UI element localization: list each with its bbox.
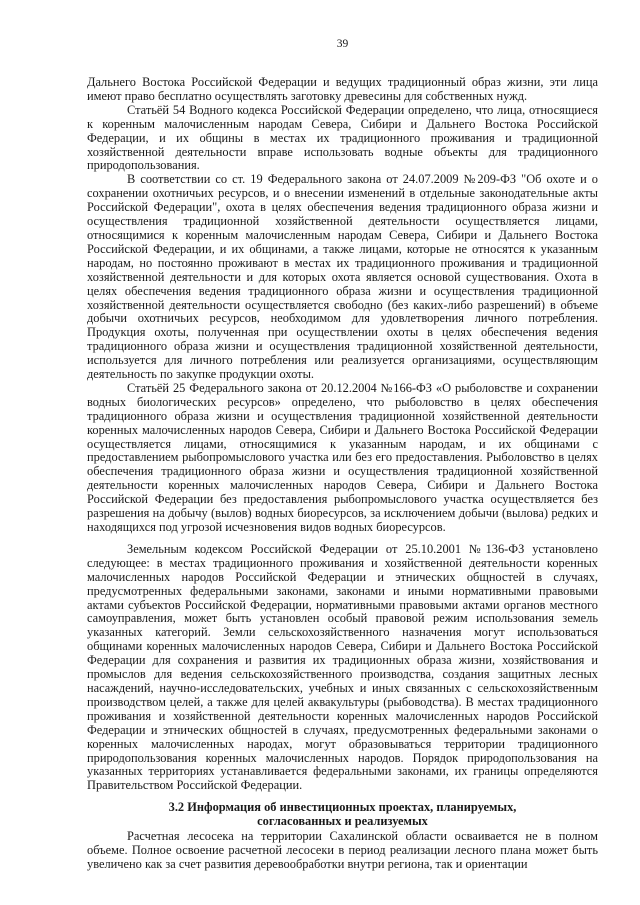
section-heading-line-2: согласованных и реализуемых [257,814,428,829]
paragraph-intro-continuation: Дальнего Востока Российской Федерации и ведущих традиционный образ жизни, эти лица имеют право бесплатно осуществлять заготовку древесины для собственных нужд. [87,75,598,103]
paragraph-hunting-law: В соответствии со ст. 19 Федерального закона от 24.07.2009 №209-ФЗ "Об охоте и о сохранении охотничьих ресурсов, и о внесении изменений в отдельные законодательные акты Российской Федерации", охота в целях обеспечения ведения традиционного образа жизни и осуществления традиционной хозяйственной деятельности осуществляется лицами, относящимися к коренным малочисленным народам Севера, Сибири и Дальнего Востока Российской Федерации, и их общинами, а также лицами, которые не относятся к указанным народам, но постоянно проживают в местах их традиционного проживания и традиционной хозяйственной деятельности и для которых охота является основой существования. Охота в целях обеспечения ведения традиционного образа жизни и осуществления традиционной хозяйственной деятельности осуществляется свободно (без каких-либо разрешений) в объеме добычи охотничьих ресурсов, необходимом для удовлетворения личного потребления. Продукция охоты, полученная при осуществлении охоты в целях обеспечения ведения традиционного образа жизни и осуществления традиционной хозяйственной деятельности, используется для личного потребления или реализуется организациями, осуществляющим деятельность по закупке продукции охоты. [87,172,598,382]
paragraph-fishing-law: Статьёй 25 Федерального закона от 20.12.2004 №166-ФЗ «О рыболовстве и сохранении водных биологических ресурсов» определено, что рыболовство в целях обеспечения традиционного образа жизни и осуществления традиционной хозяйственной деятельности коренных малочисленных народов Севера, Сибири и Дальнего Востока Российской Федерации осуществляется лицами, относящимися к указанным народам, и их общинами с предоставлением рыбопромыслового участка или без его предоставления. Рыболовство в целях обеспечения традиционного образа жизни и осуществления традиционной хозяйственной деятельности коренных малочисленных народов Севера, Сибири и Дальнего Востока Российской Федерации без предоставления рыбопромыслового участка осуществляется без разрешения на добычу (вылов) водных биоресурсов, за исключением добычи (вылова) редких и находящихся под угрозой исчезновения видов водных биоресурсов. [87,380,598,534]
paragraph-water-code: Статьёй 54 Водного кодекса Российской Федерации определено, что лица, относящиеся к коренным малочисленным народам Севера, Сибири и Дальнего Востока Российской Федерации, и их общины в местах их традиционного проживания и традиционной хозяйственной деятельности вправе использовать водные объекты для традиционного природопользования. [87,102,598,173]
section-heading [87,800,598,828]
document-body [87,76,598,872]
paragraph-land-code: Земельным кодексом Российской Федерации от 25.10.2001 №136-ФЗ установлено следующее: в местах традиционного проживания и хозяйственной деятельности коренных малочисленных народов Российской Федерации и этнических общностей в случаях, предусмотренных федеральными законами, законами и иными нормативными правовыми актами субъектов Российской Федерации, нормативными правовыми актами органов местного самоуправления, может быть установлен особый правовой режим использования земель указанных категорий. Земли сельскохозяйственного назначения могут использоваться общинами коренных малочисленных народов Севера, Сибири и Дальнего Востока Российской Федерации для сохранения и развития их традиционных образа жизни, хозяйствования и промыслов для ведения сельскохозяйственного производства, создания защитных лесных насаждений, научно-исследовательских, учебных и иных связанных с сельскохозяйственным производством целей, а также для целей аквакультуры (рыбоводства). В местах традиционного проживания и хозяйственной деятельности коренных малочисленных народов Российской Федерации и этнических общностей в случаях, предусмотренных федеральными законами о коренных малочисленных народах, могут образовываться территории традиционного природопользования коренных малочисленных народов. Порядок природопользования на указанных территориях устанавливается федеральными законами, их границы определяются Правительством Российской Федерации. [87,541,598,793]
page-number: 39 [336,38,349,50]
section-heading-line-1: 3.2 Информация об инвестиционных проектах, планируемых, [168,800,517,815]
paragraph-allowable-cut: Расчетная лесосека на территории Сахалинской области осваивается не в полном объеме. Полное освоение расчетной лесосеки в период реализации лесного плана может быть увеличено как за счет развития деревообработки внутри региона, так и ориентации [87,829,598,872]
